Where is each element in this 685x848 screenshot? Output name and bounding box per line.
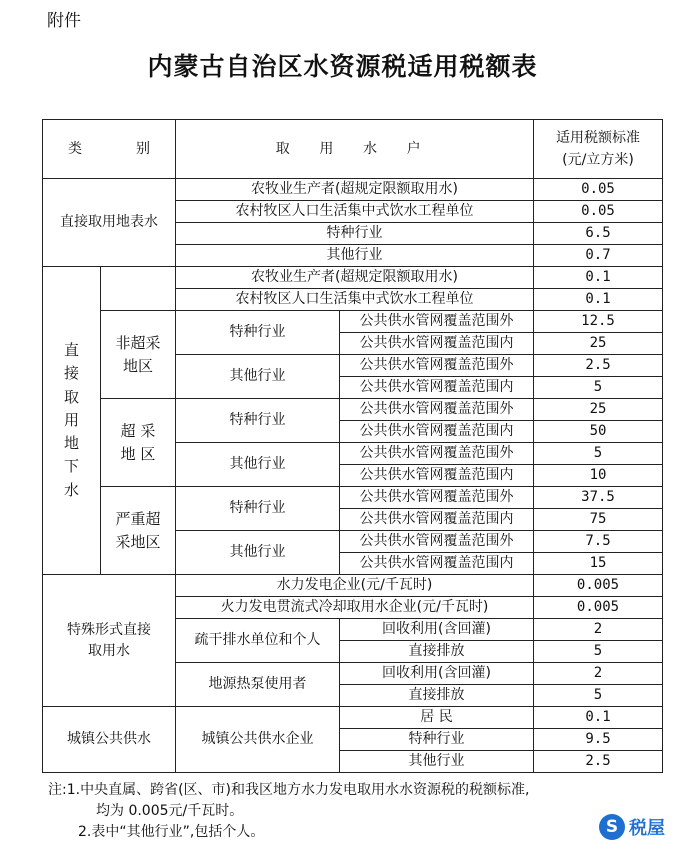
scope-label: 公共供水管网覆盖范围外 <box>340 311 534 333</box>
row-label: 火力发电贯流式冷却取用水企业(元/千瓦时) <box>176 597 534 619</box>
scope-label: 公共供水管网覆盖范围外 <box>340 487 534 509</box>
rate-value: 2 <box>534 663 663 685</box>
note-line: 均为 0.005元/千瓦时。 <box>96 803 244 819</box>
zone-name: 非超采地区 <box>101 311 176 399</box>
table-row <box>43 575 663 597</box>
rate-value: 0.1 <box>534 289 663 311</box>
table-row <box>43 267 663 289</box>
rate-value: 12.5 <box>534 311 663 333</box>
table-notes <box>48 780 529 843</box>
rate-value: 5 <box>534 443 663 465</box>
rate-value: 0.05 <box>534 179 663 201</box>
rate-value: 5 <box>534 685 663 707</box>
logo-text: 税屋 <box>629 818 665 839</box>
rate-value: 7.5 <box>534 531 663 553</box>
row-label: 特种行业 <box>340 729 534 751</box>
rate-value: 6.5 <box>534 223 663 245</box>
scope-label: 公共供水管网覆盖范围外 <box>340 443 534 465</box>
header-water-user: 取 用 水 户 <box>176 120 534 179</box>
row-label: 其他行业 <box>340 751 534 773</box>
note-line: 注:1.中央直属、跨省(区、市)和我区地方水力发电取用水水资源税的税额标准, <box>48 782 530 798</box>
row-label: 居 民 <box>340 707 534 729</box>
row-label: 回收利用(含回灌) <box>340 663 534 685</box>
row-label: 回收利用(含回灌) <box>340 619 534 641</box>
row-label: 农牧业生产者(超规定限额取用水) <box>176 267 534 289</box>
rate-value: 2.5 <box>534 355 663 377</box>
scope-label: 公共供水管网覆盖范围内 <box>340 333 534 355</box>
urban-user: 城镇公共供水企业 <box>176 707 340 773</box>
rate-value: 0.05 <box>534 201 663 223</box>
attachment-label: 附件 <box>47 11 81 31</box>
watermark-logo <box>599 814 665 840</box>
scope-label: 公共供水管网覆盖范围内 <box>340 421 534 443</box>
industry-name: 特种行业 <box>176 399 340 443</box>
scope-label: 公共供水管网覆盖范围内 <box>340 465 534 487</box>
ground-top-spacer <box>101 267 176 311</box>
row-label: 特种行业 <box>176 223 534 245</box>
table-row <box>43 311 663 333</box>
rate-value: 2 <box>534 619 663 641</box>
scope-label: 公共供水管网覆盖范围内 <box>340 377 534 399</box>
industry-name: 特种行业 <box>176 311 340 355</box>
rate-value: 5 <box>534 641 663 663</box>
rate-value: 0.7 <box>534 245 663 267</box>
industry-name: 其他行业 <box>176 531 340 575</box>
row-label: 其他行业 <box>176 245 534 267</box>
rate-value: 9.5 <box>534 729 663 751</box>
row-label: 直接排放 <box>340 641 534 663</box>
page-title: 内蒙古自治区水资源税适用税额表 <box>147 52 538 81</box>
header-category: 类 别 <box>43 120 176 179</box>
header-rate: 适用税额标准 (元/立方米) <box>534 120 663 179</box>
category-special-forms: 特殊形式直接取用水 <box>43 575 176 707</box>
industry-name: 特种行业 <box>176 487 340 531</box>
rate-value: 0.005 <box>534 575 663 597</box>
special-group-name: 地源热泵使用者 <box>176 663 340 707</box>
rate-value: 25 <box>534 333 663 355</box>
row-label: 水力发电企业(元/千瓦时) <box>176 575 534 597</box>
row-label: 农村牧区人口生活集中式饮水工程单位 <box>176 289 534 311</box>
table-row <box>43 707 663 729</box>
row-label: 农牧业生产者(超规定限额取用水) <box>176 179 534 201</box>
rate-value: 0.1 <box>534 707 663 729</box>
category-surface-water: 直接取用地表水 <box>43 179 176 267</box>
scope-label: 公共供水管网覆盖范围外 <box>340 355 534 377</box>
industry-name: 其他行业 <box>176 443 340 487</box>
row-label: 直接排放 <box>340 685 534 707</box>
rate-value: 0.1 <box>534 267 663 289</box>
rate-value: 75 <box>534 509 663 531</box>
table-row <box>43 179 663 201</box>
row-label: 农村牧区人口生活集中式饮水工程单位 <box>176 201 534 223</box>
table-header-row <box>43 120 663 179</box>
category-urban-supply: 城镇公共供水 <box>43 707 176 773</box>
tax-rate-table <box>42 119 663 773</box>
zone-name: 严重超采地区 <box>101 487 176 575</box>
rate-value: 0.005 <box>534 597 663 619</box>
rate-value: 50 <box>534 421 663 443</box>
category-ground-water: 直接取用地下水 <box>43 267 101 575</box>
note-line: 2.表中“其他行业”,包括个人。 <box>78 824 265 840</box>
rate-value: 37.5 <box>534 487 663 509</box>
zone-name: 超 采 地 区 <box>101 399 176 487</box>
industry-name: 其他行业 <box>176 355 340 399</box>
rate-value: 25 <box>534 399 663 421</box>
scope-label: 公共供水管网覆盖范围外 <box>340 399 534 421</box>
table-row <box>43 487 663 509</box>
table-row <box>43 399 663 421</box>
rate-value: 10 <box>534 465 663 487</box>
scope-label: 公共供水管网覆盖范围内 <box>340 509 534 531</box>
rate-value: 15 <box>534 553 663 575</box>
scope-label: 公共供水管网覆盖范围外 <box>340 531 534 553</box>
scope-label: 公共供水管网覆盖范围内 <box>340 553 534 575</box>
special-group-name: 疏干排水单位和个人 <box>176 619 340 663</box>
logo-icon: S <box>599 814 625 840</box>
rate-value: 5 <box>534 377 663 399</box>
rate-value: 2.5 <box>534 751 663 773</box>
